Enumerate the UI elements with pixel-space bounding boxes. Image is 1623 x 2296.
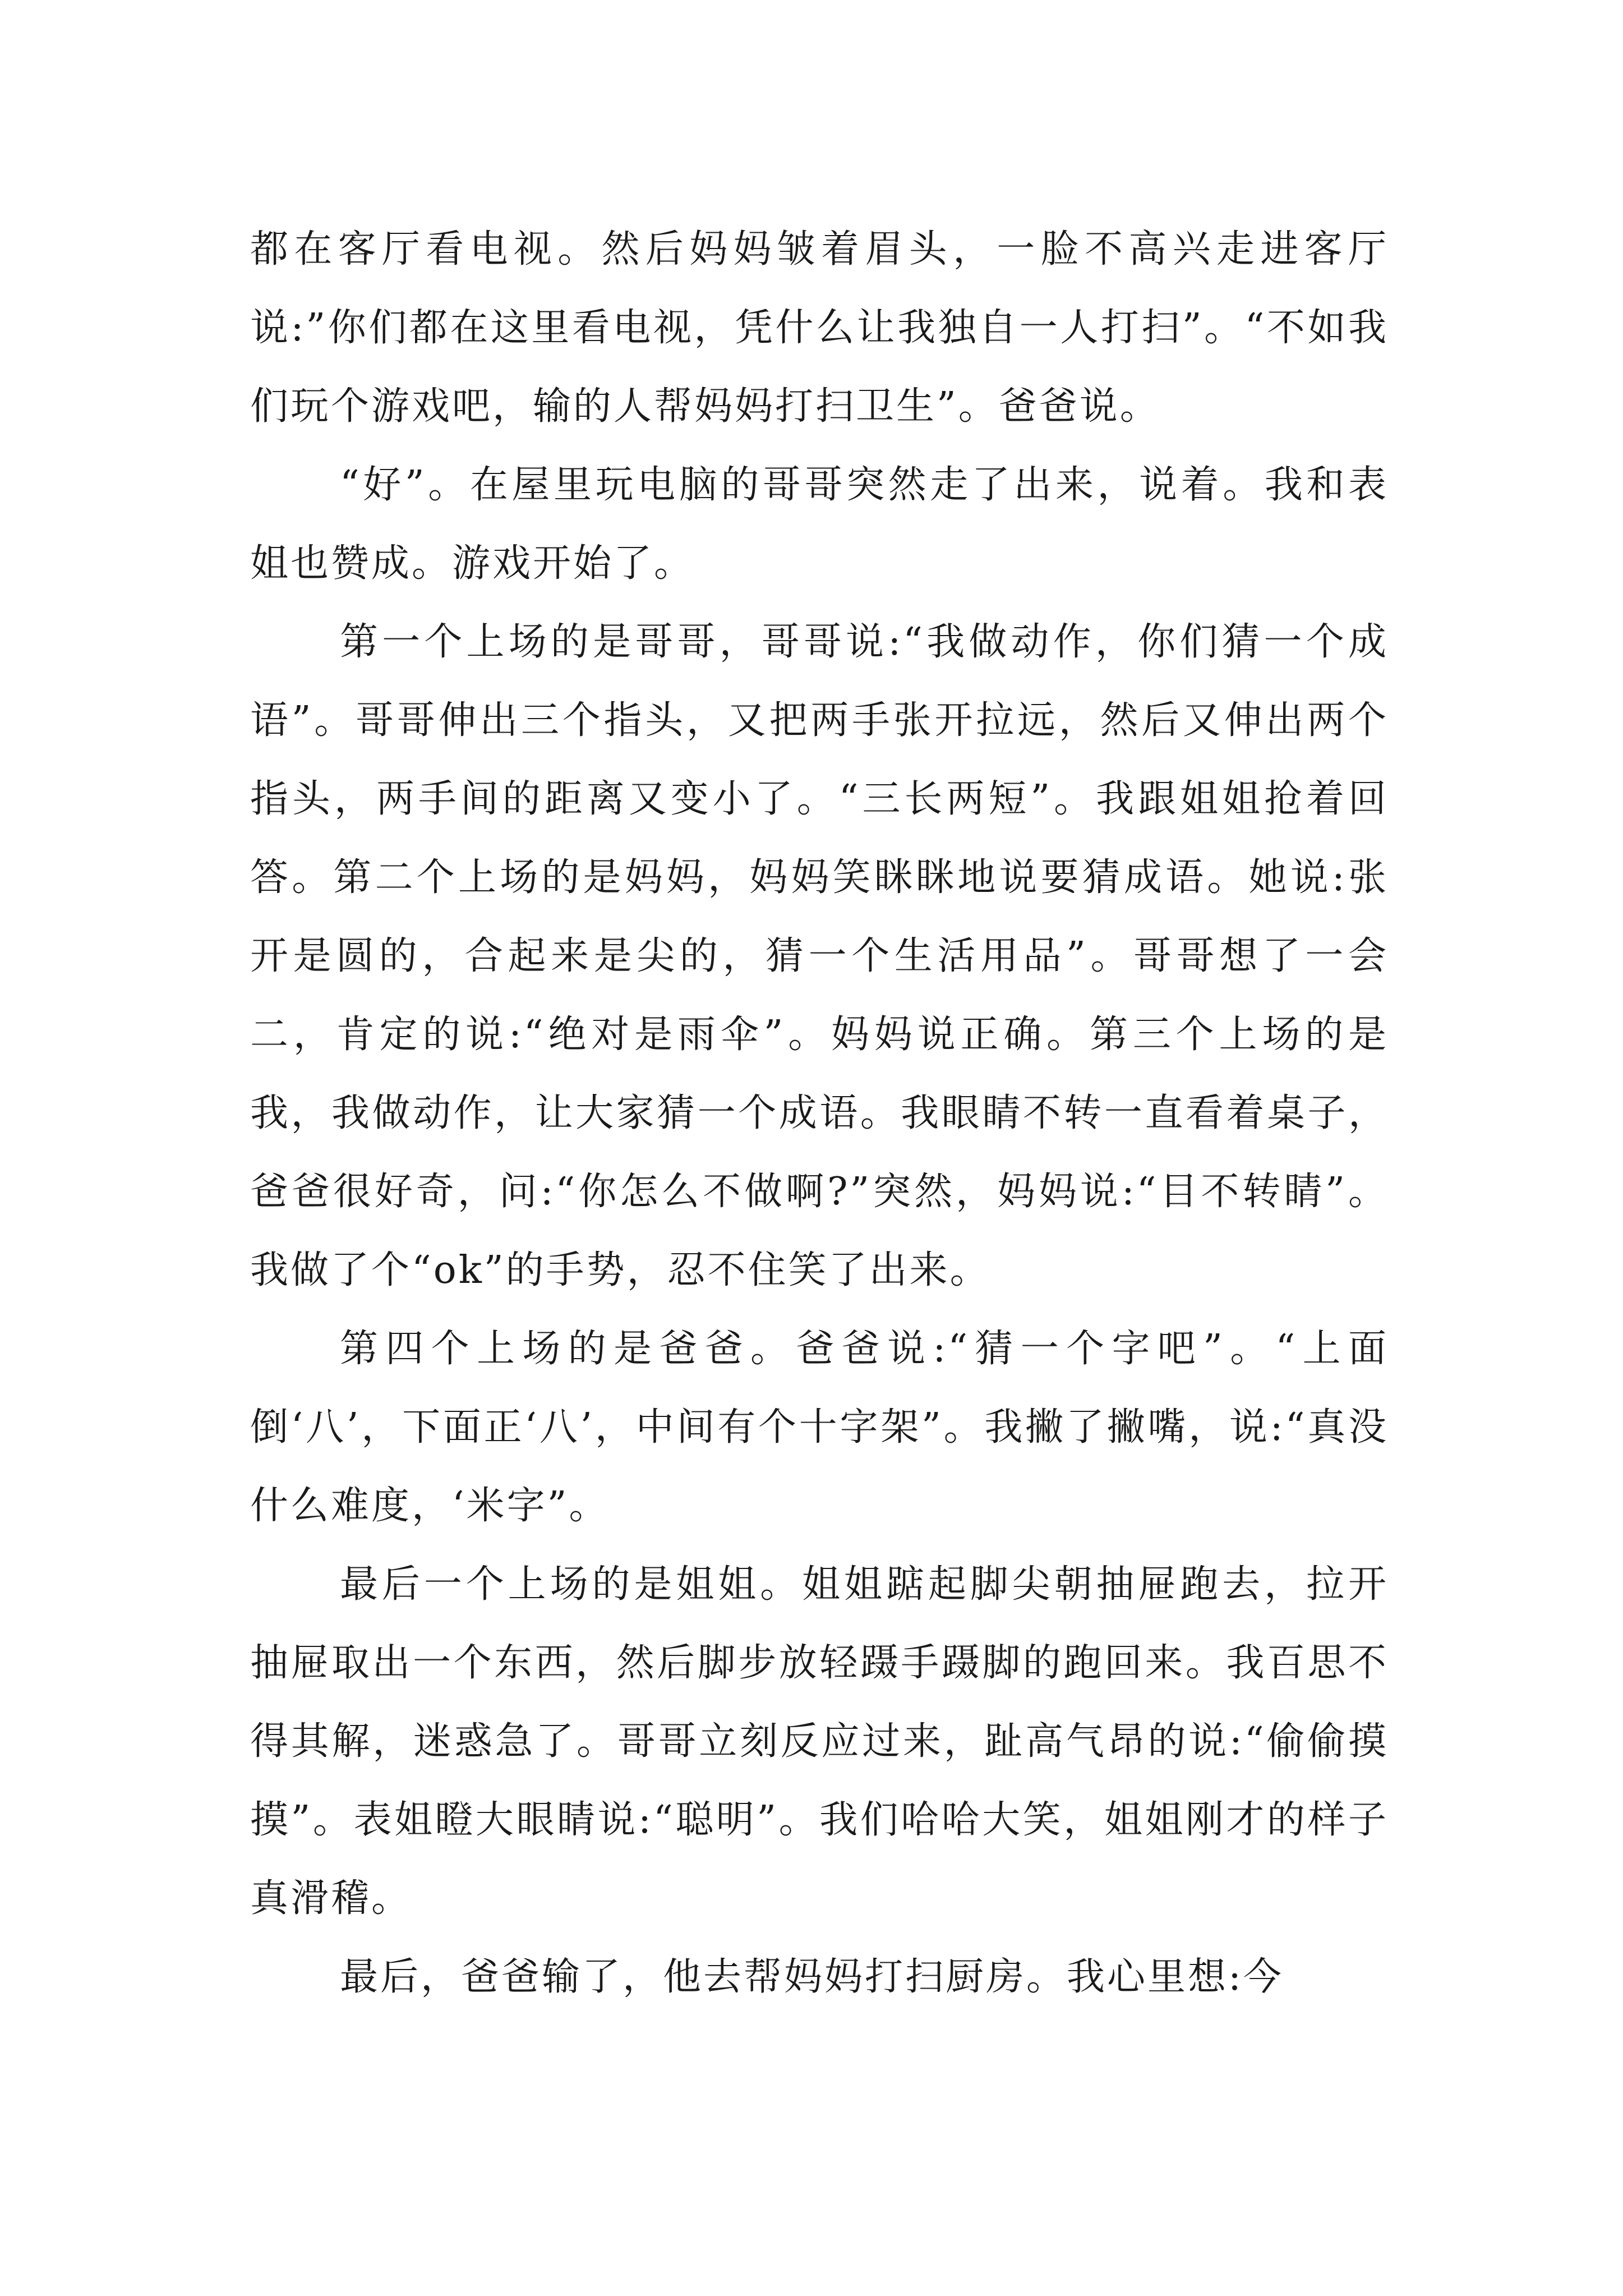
paragraph-1: 都在客厅看电视。然后妈妈皱着眉头，一脸不高兴走进客厅说:”你们都在这里看电视，凭什么让我独自一人打扫”。“不如我们玩个游戏吧，输的人帮妈妈打扫卫生”。爸爸说。	[250, 227, 1389, 429]
document-page	[250, 210, 1389, 2017]
paragraph-4: 第四个上场的是爸爸。爸爸说:“猜一个字吧”。“上面倒‘八’，下面正‘八’，中间有个十字架”。我撇了撇嘴，说:“真没什么难度，‘米字”。	[250, 1327, 1389, 1528]
paragraph-2: “好”。在屋里玩电脑的哥哥突然走了出来，说着。我和表姐也赞成。游戏开始了。	[250, 463, 1389, 586]
paragraph-3: 第一个上场的是哥哥，哥哥说:“我做动作，你们猜一个成语”。哥哥伸出三个指头，又把两手张开拉远，然后又伸出两个指头，两手间的距离又变小了。“三长两短”。我跟姐姐抢着回答。第二个上场的是妈妈，妈妈笑眯眯地说要猜成语。她说:张开是圆的，合起来是尖的，猜一个生活用品”。哥哥想了一会二，肯定的说:“绝对是雨伞”。妈妈说正确。第三个上场的是我，我做动作，让大家猜一个成语。我眼睛不转一直看着桌子，爸爸很好奇，问:“你怎么不做啊?”突然，妈妈说:“目不转睛”。我做了个“ok”的手势，忍不住笑了出来。	[250, 620, 1389, 1292]
paragraph-5: 最后一个上场的是姐姐。姐姐踮起脚尖朝抽屉跑去，拉开抽屉取出一个东西，然后脚步放轻蹑手蹑脚的跑回来。我百思不得其解，迷惑急了。哥哥立刻反应过来，趾高气昂的说:“偷偷摸摸”。表姐瞪大眼睛说:“聪明”。我们哈哈大笑，姐姐刚才的样子真滑稽。	[250, 1562, 1389, 1921]
paragraph-6: 最后，爸爸输了，他去帮妈妈打扫厨房。我心里想:今	[340, 1955, 1284, 1999]
